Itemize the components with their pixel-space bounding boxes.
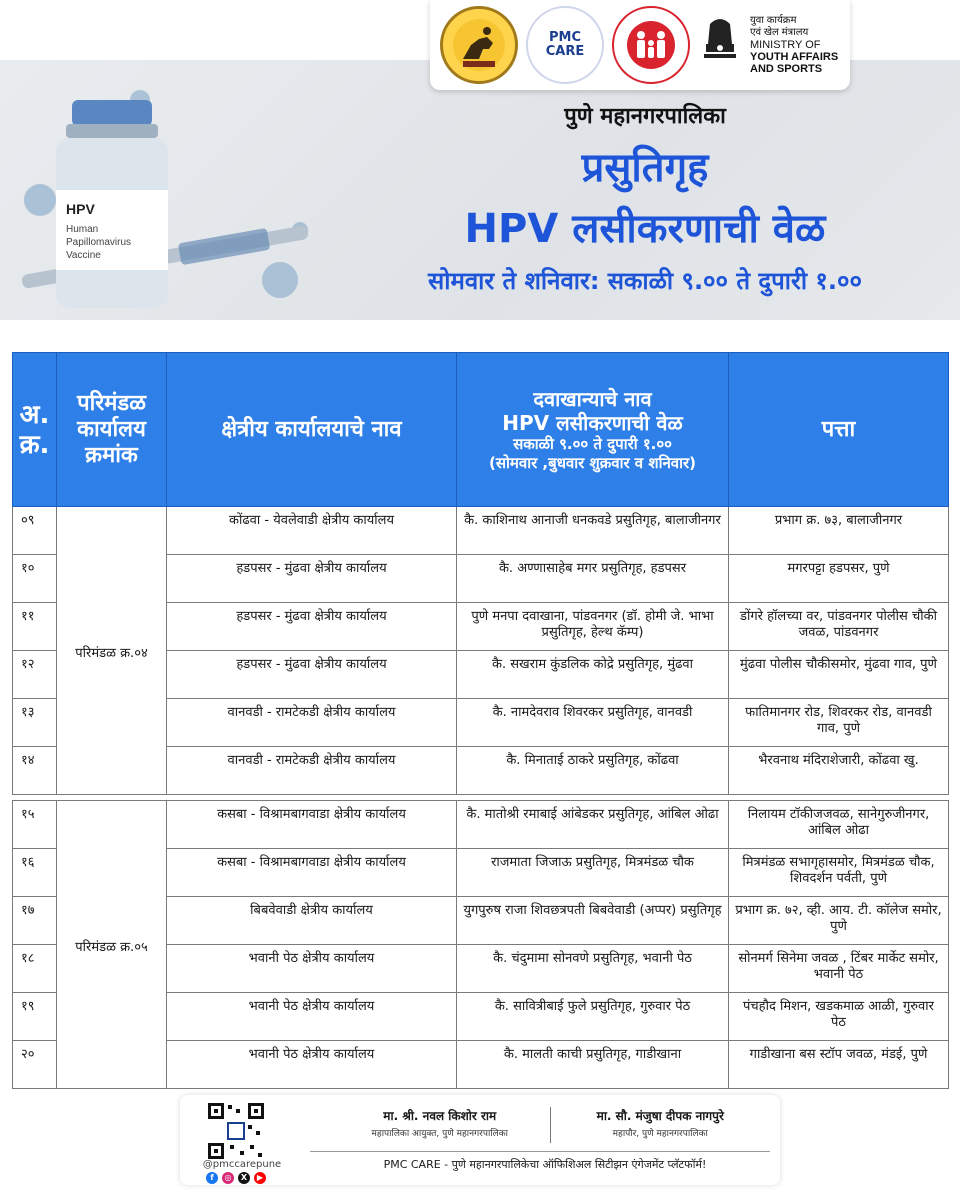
cell-ward: भवानी पेठ क्षेत्रीय कार्यालय [167,993,457,1041]
cell-ward: वानवडी - रामटेकडी क्षेत्रीय कार्यालय [167,699,457,747]
cell-clinic: कै. मालती काची प्रसुतिगृह, गाडीखाना [457,1041,729,1089]
header-clinic-line-2: HPV लसीकरणाची वेळ [502,410,683,435]
city-title: पुणे महानगरपालिका [564,104,726,129]
cell-clinic: कै. मातोश्री रमाबाई आंबेडकर प्रसुतिगृह, आंबिल ओढा [457,801,729,849]
official-mayor [551,1103,771,1143]
cell-address: फातिमानगर रोड, शिवरकर रोड, वानवडी गाव, पुणे [729,699,949,747]
header-clinic-line-3: सकाळी ९.०० ते दुपारी १.०० [513,434,672,453]
pmc-care-label: PMC CARE [545,30,585,59]
ministry-name [750,15,838,75]
cell-clinic: कै. नामदेवराव शिवरकर प्रसुतिगृह, वानवडी [457,699,729,747]
page-subtitle: HPV लसीकरणाची वेळ [464,206,826,252]
social-icons [206,1172,266,1184]
cell-ward: हडपसर - मुंढवा क्षेत्रीय कार्यालय [167,555,457,603]
header-clinic-line-1: दवाखान्याचे नाव [533,386,652,411]
official-1-name: मा. श्री. नवल किशोर राम [383,1109,497,1123]
qr-code-icon[interactable] [206,1101,266,1161]
cell-ward: वानवडी - रामटेकडी क्षेत्रीय कार्यालय [167,747,457,795]
cell-ward: कोंढवा - येवलेवाडी क्षेत्रीय कार्यालय [167,507,457,555]
cell-clinic: पुणे मनपा दवाखाना, पांडवनगर (डॉ. होमी जे. भाभा प्रसुतिगृह, हेल्थ कॅम्प) [457,603,729,651]
header-address: पत्ता [729,353,949,507]
vial-text-2: Papillomavirus [66,237,132,248]
cell-address: सोनमर्ग सिनेमा जवळ , टिंबर मार्केट समोर, भवानी पेठ [729,945,949,993]
national-emblem [698,6,742,84]
cell-address: भैरवनाथ मंदिराशेजारी, कोंढवा खु. [729,747,949,795]
cell-sr: १७ [13,897,57,945]
vial-label: HPV [66,201,95,217]
cell-clinic: कै. चंदुमामा सोनवणे प्रसुतिगृह, भवानी पेठ [457,945,729,993]
header-ward: क्षेत्रीय कार्यालयाचे नाव [167,353,457,507]
cell-sr: १० [13,555,57,603]
cell-ward: बिबवेवाडी क्षेत्रीय कार्यालय [167,897,457,945]
cell-zone-04: परिमंडळ क्र.०४ [57,507,167,795]
cell-address: प्रभाग क्र. ७३, बालाजीनगर [729,507,949,555]
cell-clinic: कै. मिनाताई ठाकरे प्रसुतिगृह, कोंढवा [457,747,729,795]
pmc-care-logo [526,6,604,84]
cell-sr: १८ [13,945,57,993]
cell-address: निलायम टॉकीजजवळ, सानेगुरुजीनगर, आंबिल ओढा [729,801,949,849]
official-commissioner [330,1103,550,1143]
ministry-en-line-3: AND SPORTS [750,63,823,75]
cell-zone-05: परिमंडळ क्र.०५ [57,801,167,1089]
youtube-icon[interactable]: ▶ [254,1172,266,1184]
cell-clinic: युगपुरुष राजा शिवछत्रपती बिबवेवाडी (अप्पर) प्रसुतिगृह [457,897,729,945]
pune-municipal-logo [440,6,518,84]
cell-sr: ११ [13,603,57,651]
official-2-title: महापौर, पुणे महानगरपालिका [612,1129,708,1139]
nhm-logo [612,6,690,84]
header-zone: परिमंडळ कार्यालय क्रमांक [57,353,167,507]
cell-address: पंचहौद मिशन, खडकमाळ आळी, गुरुवार पेठ [729,993,949,1041]
cell-address: गाडीखाना बस स्टॉप जवळ, मंडई, पुणे [729,1041,949,1089]
cell-address: मुंढवा पोलीस चौकीसमोर, मुंढवा गाव, पुणे [729,651,949,699]
cell-address: डोंगरे हॉलच्या वर, पांडवनगर पोलीस चौकी जवळ, पांडवनगर [729,603,949,651]
table-header-row [13,353,949,507]
logo-strip [430,0,850,90]
cell-sr: १६ [13,849,57,897]
cell-ward: कसबा - विश्रामबागवाडा क्षेत्रीय कार्यालय [167,849,457,897]
header-sr: अ. क्र. [13,353,57,507]
social-handle[interactable]: @pmccarepune [202,1159,282,1170]
cell-clinic: कै. सखराम कुंडलिक कोद्रे प्रसुतिगृह, मुंढवा [457,651,729,699]
timing-text: सोमवार ते शनिवार: सकाळी ९.०० ते दुपारी १.०० [428,267,862,295]
cell-ward: हडपसर - मुंढवा क्षेत्रीय कार्यालय [167,651,457,699]
horse-rider-icon [449,15,509,75]
ministry-hi-line-1: युवा कार्यक्रम [750,15,797,26]
cell-sr: १५ [13,801,57,849]
cell-clinic: कै. सावित्रीबाई फुले प्रसुतिगृह, गुरुवार पेठ [457,993,729,1041]
ministry-en-line-2: YOUTH AFFAIRS [750,51,839,63]
family-icon [619,13,683,77]
lion-capital-icon [698,10,742,80]
official-2-name: मा. सौ. मंजुषा दीपक नागपुरे [596,1109,724,1123]
table-row [13,507,949,555]
official-1-title: महापालिका आयुक्त, पुणे महानगरपालिका [371,1129,508,1139]
cell-ward: भवानी पेठ क्षेत्रीय कार्यालय [167,945,457,993]
header-banner [0,60,960,320]
vial-text-3: Vaccine [66,250,101,261]
page-title: प्रसुतिगृह [581,145,709,191]
schedule-table [12,352,949,1089]
cell-sr: २० [13,1041,57,1089]
cell-address: प्रभाग क्र. ७२, व्ही. आय. टी. कॉलेज समोर, पुणे [729,897,949,945]
footer-tagline: PMC CARE - पुणे महानगरपालिकेचा ऑफिशिअल सिटीझन एंगेजमेंट प्लॅटफॉर्म! [383,1158,707,1171]
table-row [13,801,949,849]
cell-address: मगरपट्टा हडपसर, पुणे [729,555,949,603]
cell-ward: भवानी पेठ क्षेत्रीय कार्यालय [167,1041,457,1089]
cell-address: मित्रमंडळ सभागृहासमोर, मित्रमंडळ चौक, शिवदर्शन पर्वती, पुणे [729,849,949,897]
ministry-en-line-1: MINISTRY OF [750,39,821,51]
cell-sr: ०९ [13,507,57,555]
title-block [360,100,930,297]
cell-clinic: कै. काशिनाथ आनाजी धनकवडे प्रसुतिगृह, बालाजीनगर [457,507,729,555]
cell-clinic: राजमाता जिजाऊ प्रसुतिगृह, मित्रमंडळ चौक [457,849,729,897]
cell-sr: १२ [13,651,57,699]
header-clinic [457,353,729,507]
vaccine-vial-illustration [0,80,330,320]
cell-sr: १९ [13,993,57,1041]
cell-clinic: कै. अण्णासाहेब मगर प्रसुतिगृह, हडपसर [457,555,729,603]
cell-ward: कसबा - विश्रामबागवाडा क्षेत्रीय कार्यालय [167,801,457,849]
vial-text-1: Human [66,224,99,235]
facebook-icon[interactable]: f [206,1172,218,1184]
x-icon[interactable]: X [238,1172,250,1184]
footer-card [180,1095,780,1185]
footer-divider [310,1151,770,1152]
header-clinic-line-4: (सोमवार ,बुधवार शुक्रवार व शनिवार) [489,453,696,472]
instagram-icon[interactable]: ◎ [222,1172,234,1184]
ministry-hi-line-2: एवं खेल मंत्रालय [750,27,809,38]
officials [330,1103,770,1143]
cell-sr: १३ [13,699,57,747]
cell-sr: १४ [13,747,57,795]
cell-ward: हडपसर - मुंढवा क्षेत्रीय कार्यालय [167,603,457,651]
